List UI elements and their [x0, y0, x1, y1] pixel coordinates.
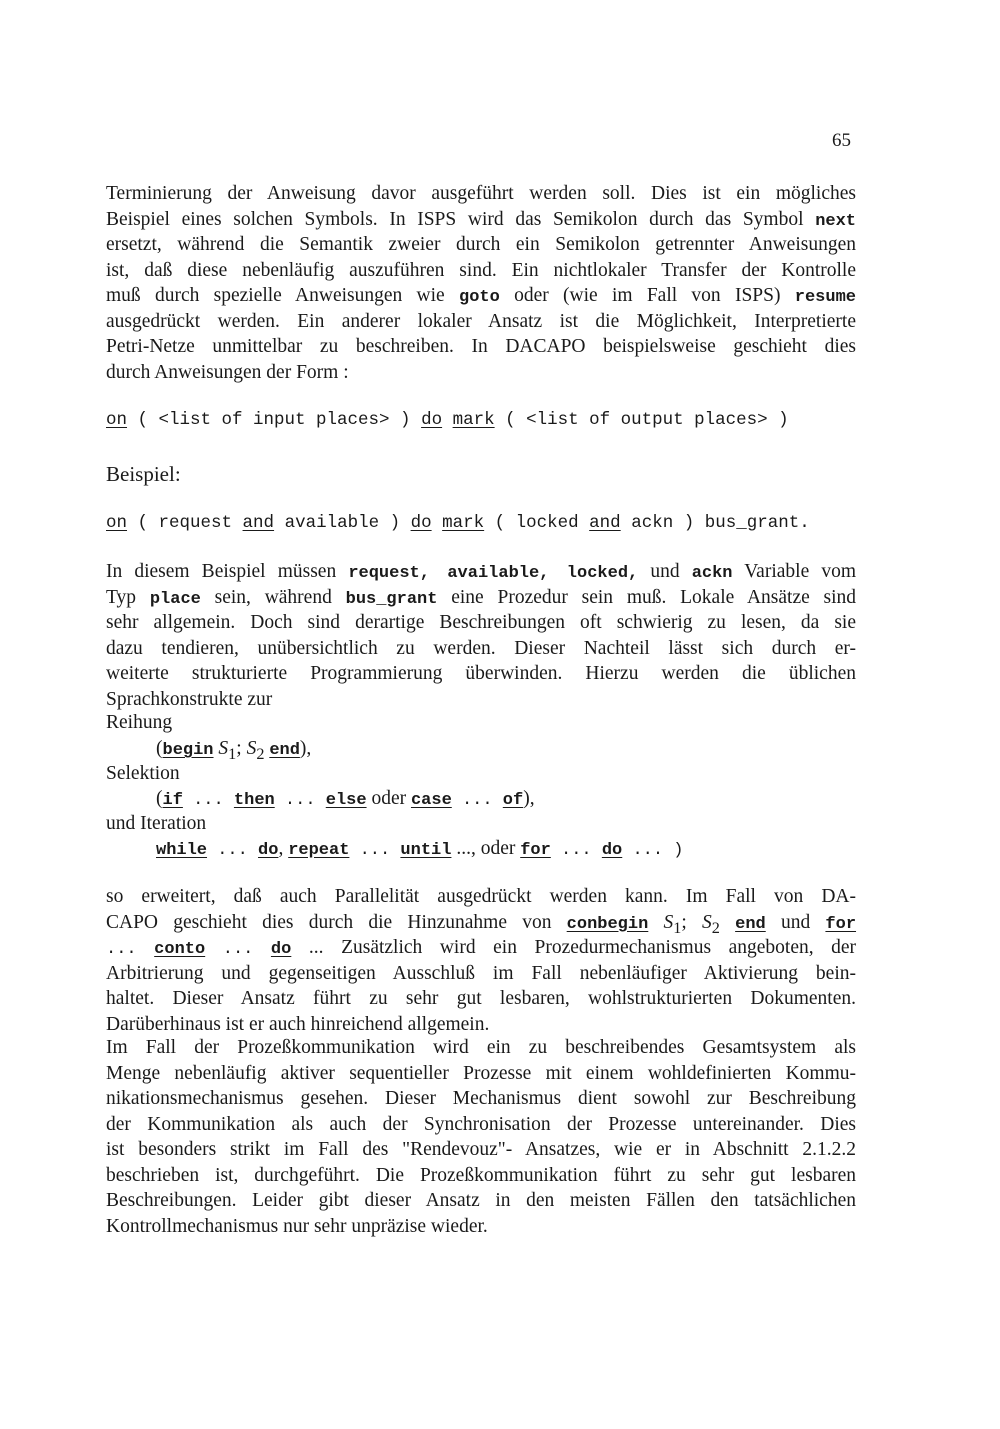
text-line: Sprachkonstrukte zur [106, 688, 273, 710]
text-line: ausgedrückt werden. Ein anderer lokaler Ansatz ist die Möglichkeit, Interpretierte [106, 310, 856, 332]
page-number: 65 [832, 130, 851, 151]
text-line: beschrieben ist, durchgeführt. Die Prozeßkommunikation führt zu sehr gut lesbaren [106, 1164, 856, 1186]
text-line: haltet. Dieser Ansatz führt zu sehr gut lesbaren, wohlstrukturierten Dokumenten. [106, 988, 856, 1009]
text-line: Beschreibungen. Leider gibt dieser Ansatz in den meisten Fällen den tatsächlichen [106, 1190, 856, 1211]
text-line: Im Fall der Prozeßkommunikation wird ein zu beschreibendes Gesamtsystem als [106, 1037, 856, 1058]
text-line: Darüberhinaus ist er auch hinreichend allgemein. [106, 1013, 490, 1035]
text-line: ... conto ... do ... Zusätzlich wird ein Prozedurmechanismus angeboten, der [106, 937, 857, 959]
paragraph-1 [106, 181, 856, 385]
text-line: ist besonders strikt im Fall des "Rendevouz"- Ansatzes, wie er in Abschnitt 2.1.2.2 [106, 1139, 856, 1160]
text-line: Terminierung der Anweisung davor ausgeführt werden soll. Dies ist ein mögliches [106, 183, 856, 204]
construct-label-iteration: und Iteration [106, 813, 207, 834]
text-line: sehr allgemein. Doch sind derartige Beschreibungen oft schwierig zu lesen, da sie [106, 612, 856, 633]
code-example: on ( request and available ) do mark ( locked and ackn ) bus_grant. [106, 513, 810, 533]
text-line: durch Anweisungen der Form : [106, 361, 349, 383]
text-line: CAPO geschieht dies durch die Hinzunahme von conbegin $S_1$; $S_2$ end und for [106, 911, 857, 937]
text-line: Petri-Netze unmittelbar zu beschreiben. In DACAPO beispielsweise geschieht dies [106, 336, 856, 357]
text-line: weiterte strukturierte Programmierung überwinden. Hierzu werden die üblichen [106, 663, 856, 684]
construct-label-reihung: Reihung [106, 712, 173, 733]
construct-iteration: while ... do, repeat ... until ..., oder for ... do ... ) [156, 838, 684, 860]
code-statement-form: on ( <list of input places> ) do mark ( <list of output places> ) [106, 410, 789, 430]
text-line: ersetzt, während die Semantik zweier durch ein Semikolon getrennter Anweisungen [106, 234, 856, 255]
construct-selektion: (if ... then ... else oder case ... of), [156, 788, 535, 810]
text-line: Menge nebenläufig aktiver sequentieller Prozesse mit einem wohldefinierten Kommu- [106, 1062, 856, 1084]
text-line: Typ place sein, während bus_grant eine Prozedur sein muß. Lokale Ansätze sind [106, 586, 857, 609]
text-line: nikationsmechanismus gesehen. Dieser Mechanismus dient sowohl zur Beschreibung [106, 1088, 856, 1109]
paragraph-2 [106, 559, 856, 712]
paragraph-3 [106, 884, 856, 1037]
construct-reihung: (begin $S_1$; $S_2$ end), [156, 738, 312, 763]
text-line: dazu tendieren, unübersichtlich zu werden. Dieser Nachteil lässt sich durch er- [106, 637, 856, 659]
text-line: Arbitrierung und gegenseitigen Ausschluß im Fall nebenläufiger Aktivierung bein- [106, 962, 856, 984]
section-heading: Beispiel: [106, 462, 181, 486]
paragraph-4 [106, 1035, 856, 1239]
text-line: ist, daß diese nebenläufig auszuführen sind. Ein nichtlokaler Transfer der Kontrolle [106, 259, 856, 281]
text-line: Beispiel eines solchen Symbols. In ISPS wird das Semikolon durch das Symbol next [106, 208, 857, 231]
text-line: In diesem Beispiel müssen request, available, locked, und ackn Variable vom [106, 561, 857, 583]
construct-label-selektion: Selektion [106, 763, 180, 784]
text-line: der Kommunikation als auch der Synchronisation der Prozesse untereinander. Dies [106, 1113, 856, 1135]
text-line: muß durch spezielle Anweisungen wie goto oder (wie im Fall von ISPS) resume [106, 285, 856, 307]
text-line: Kontrollmechanismus nur sehr unpräzise wieder. [106, 1215, 488, 1237]
text-line: so erweitert, daß auch Parallelität ausgedrückt werden kann. Im Fall von DA- [106, 886, 856, 907]
